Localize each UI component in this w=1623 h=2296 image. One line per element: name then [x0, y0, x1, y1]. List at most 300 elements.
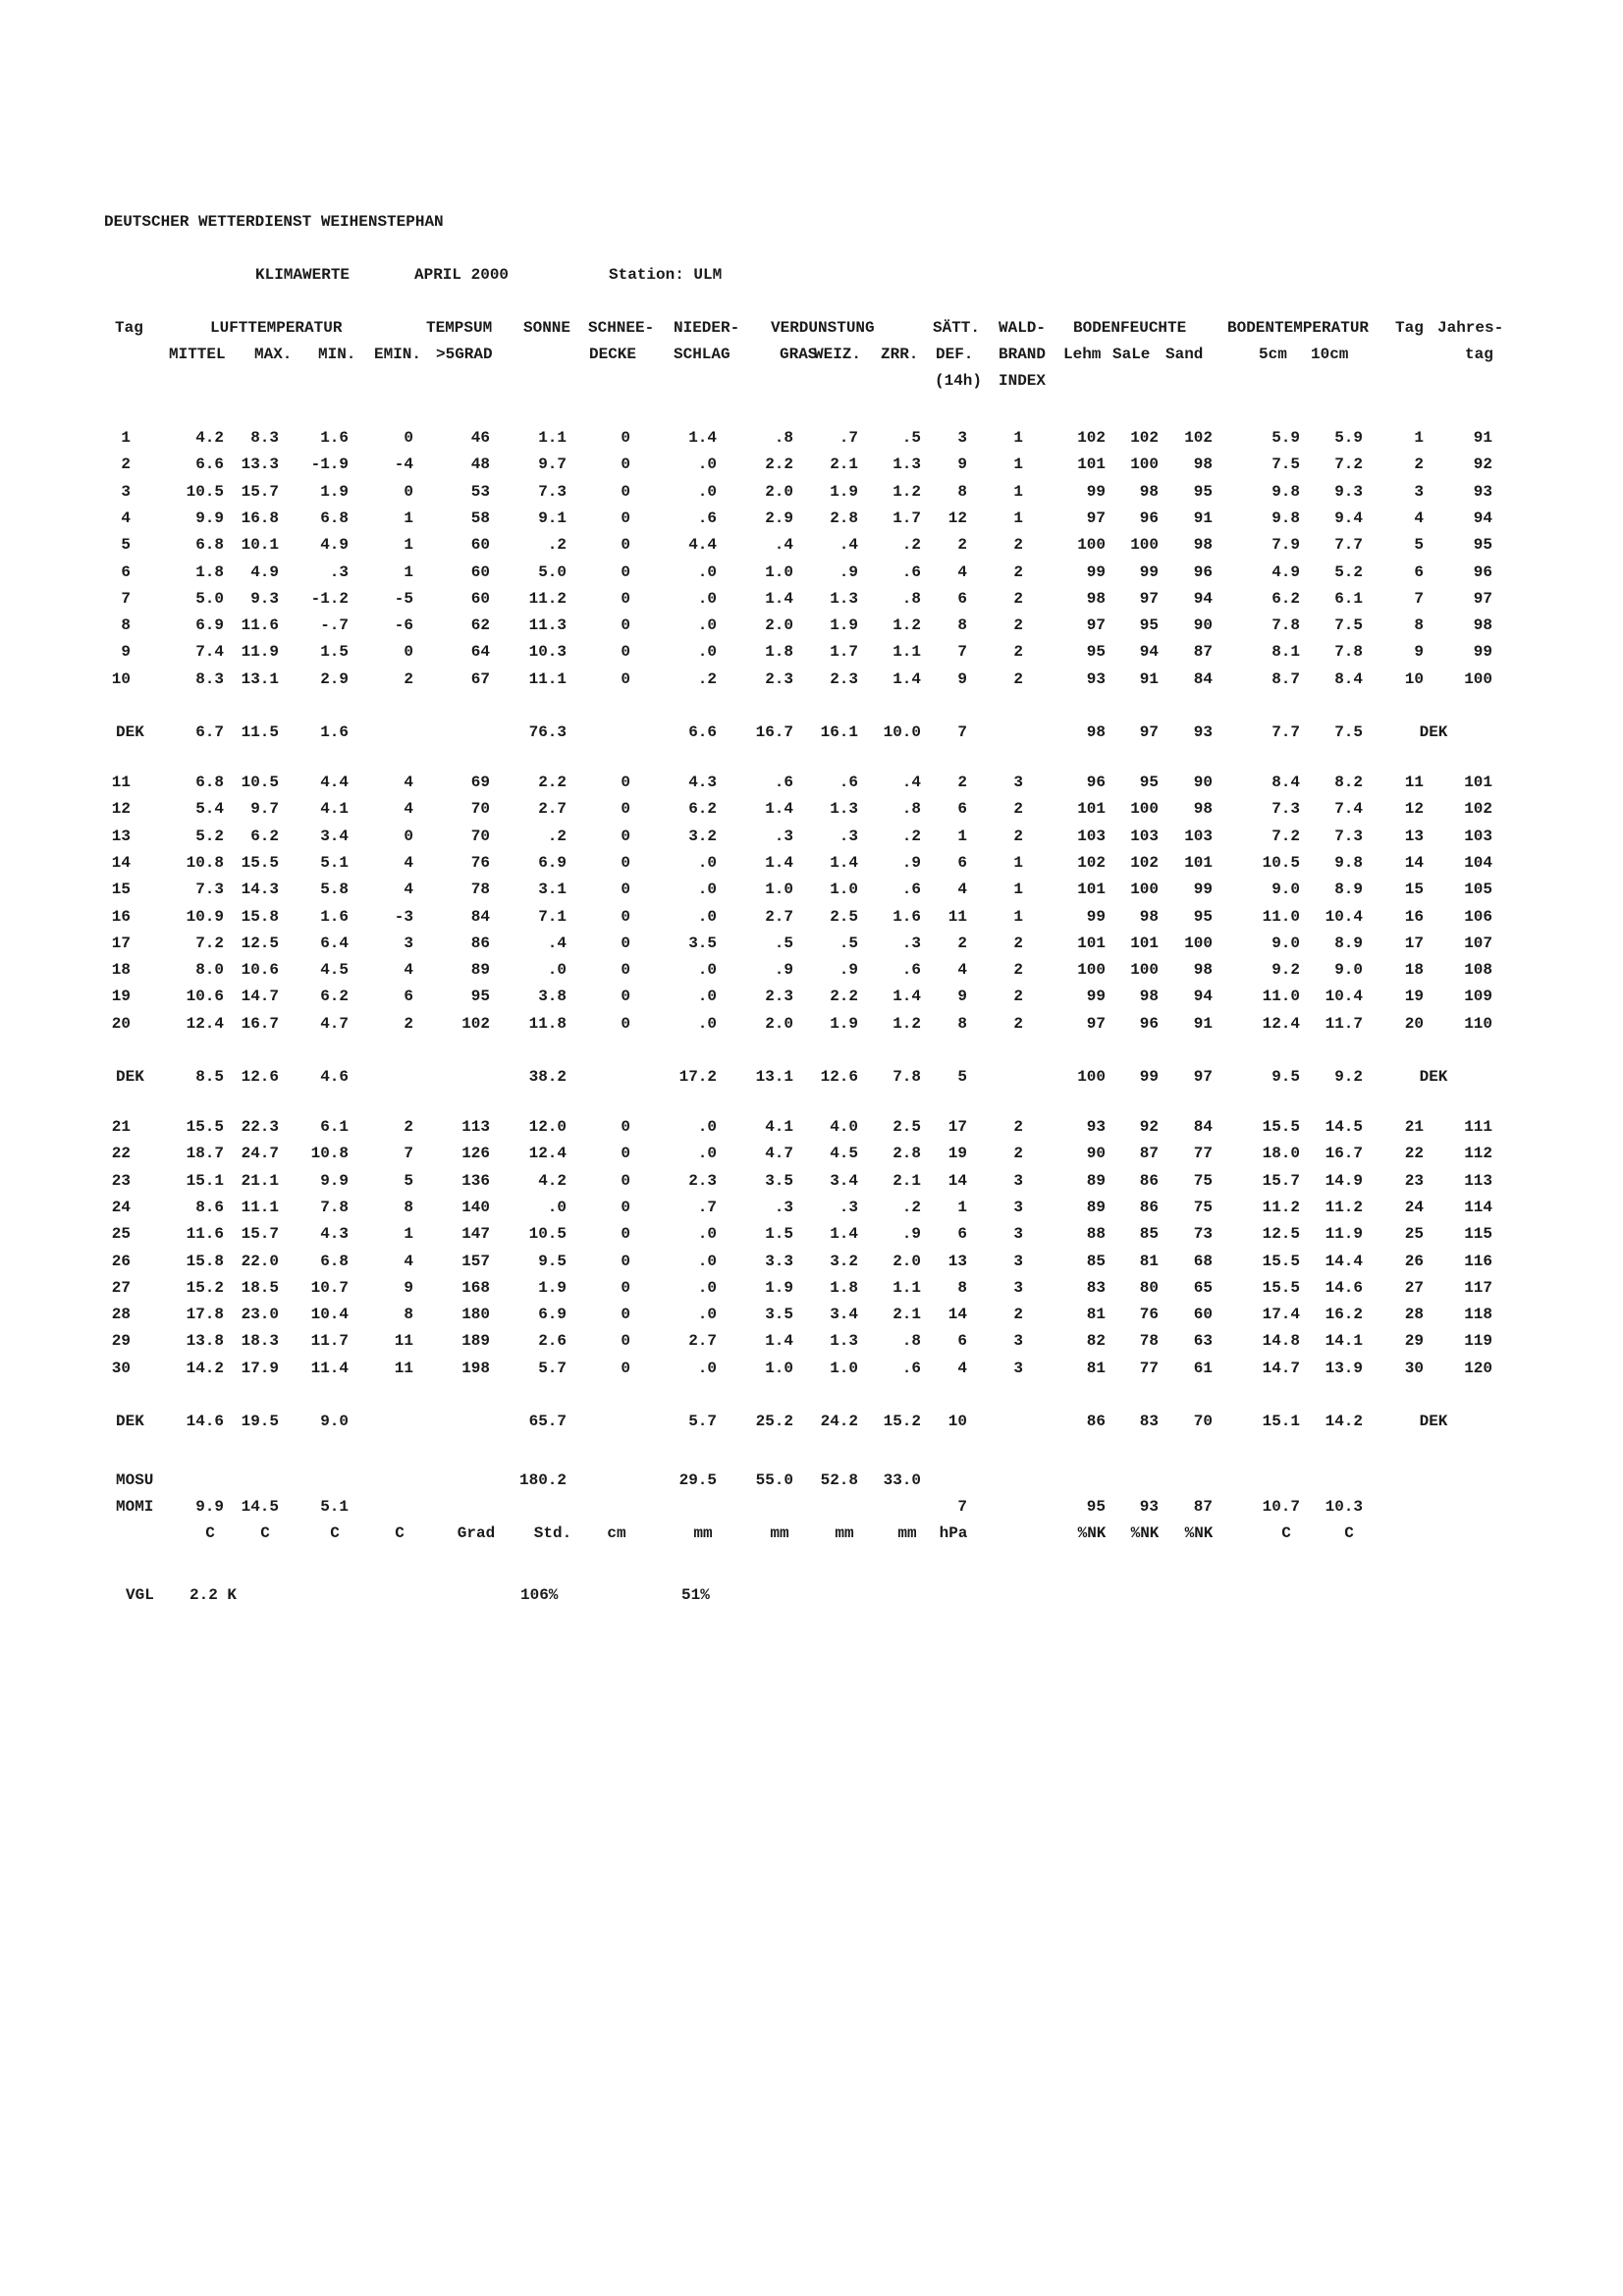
header-saettigung: SÄTT.: [933, 319, 981, 337]
data-row-sonne: .2: [547, 536, 567, 554]
data-row-mittel: 11.6: [186, 1225, 224, 1243]
data-row-verd-weiz: .6: [839, 774, 858, 791]
data-row-bf-sale: 98: [1139, 908, 1159, 926]
data-row-saett-def: 14: [947, 1172, 967, 1190]
data-row-waldbrand-index: 2: [1013, 563, 1023, 581]
data-row-bf-lehm: 95: [1086, 643, 1106, 661]
data-row-sonne: 9.7: [538, 455, 567, 473]
data-row-bt-5cm: 18.0: [1262, 1145, 1300, 1162]
data-row-max: 8.3: [250, 429, 279, 447]
data-row-jahrestag: 115: [1464, 1225, 1492, 1243]
data-row-bf-sale: 100: [1130, 881, 1159, 898]
data-row-tempsum: 53: [470, 483, 490, 501]
data-row-tempsum: 180: [461, 1306, 490, 1323]
data-row-bf-lehm: 99: [1086, 483, 1106, 501]
data-row-sonne: 6.9: [538, 1306, 567, 1323]
data-row-tempsum: 48: [470, 455, 490, 473]
data-row-tag-right: 7: [1414, 590, 1424, 608]
unit-bt-10cm: C: [1344, 1524, 1354, 1542]
data-row-bf-lehm: 101: [1077, 881, 1106, 898]
vgl-label: VGL: [126, 1586, 154, 1604]
data-row-verd-zrr: .2: [901, 536, 921, 554]
data-row-bf-sand: 84: [1193, 670, 1213, 688]
data-row-mittel: 7.3: [195, 881, 224, 898]
dek-row-bt-5cm: 7.7: [1271, 723, 1300, 741]
data-row-bf-lehm: 99: [1086, 563, 1106, 581]
data-row-schneedecke: 0: [621, 483, 630, 501]
data-row-bt-10cm: 9.0: [1334, 961, 1363, 979]
data-row-tag: 7: [121, 590, 131, 608]
data-row-bf-sale: 85: [1139, 1225, 1159, 1243]
data-row-tag-right: 6: [1414, 563, 1424, 581]
data-row-bt-5cm: 9.2: [1271, 961, 1300, 979]
data-row-bf-sand: 77: [1193, 1145, 1213, 1162]
data-row-bf-sale: 78: [1139, 1332, 1159, 1350]
data-row-bf-lehm: 101: [1077, 934, 1106, 952]
header-lufttemperatur: LUFTTEMPERATUR: [210, 319, 343, 337]
data-row-bf-sand: 61: [1193, 1360, 1213, 1377]
data-row-verd-zrr: 1.6: [893, 908, 921, 926]
data-row-tag: 15: [111, 881, 131, 898]
data-row-bf-lehm: 89: [1086, 1172, 1106, 1190]
header-bodentemperatur: BODENTEMPERATUR: [1227, 319, 1370, 337]
data-row-max: 18.3: [241, 1332, 279, 1350]
data-row-bf-sand: 75: [1193, 1172, 1213, 1190]
data-row-tag-right: 20: [1404, 1015, 1424, 1033]
data-row-jahrestag: 107: [1464, 934, 1492, 952]
data-row-verd-weiz: 1.7: [830, 643, 858, 661]
data-row-saett-def: 11: [947, 908, 967, 926]
data-row-emin: 5: [404, 1172, 413, 1190]
data-row-sonne: 2.7: [538, 800, 567, 818]
data-row-schneedecke: 0: [621, 1118, 630, 1136]
data-row-bt-5cm: 7.8: [1271, 616, 1300, 634]
data-row-niederschlag: .0: [697, 881, 717, 898]
data-row-jahrestag: 114: [1464, 1199, 1492, 1216]
data-row-mittel: 10.9: [186, 908, 224, 926]
data-row-bf-sand: 94: [1193, 988, 1213, 1005]
dek-row-tag-right: DEK: [1419, 1068, 1448, 1086]
data-row-niederschlag: .7: [697, 1199, 717, 1216]
data-row-jahrestag: 117: [1464, 1279, 1492, 1297]
data-row-bt-10cm: 9.4: [1334, 509, 1363, 527]
data-row-jahrestag: 101: [1464, 774, 1492, 791]
dek-row-saett-def: 10: [947, 1413, 967, 1430]
data-row-tag: 30: [111, 1360, 131, 1377]
data-row-verd-weiz: 1.4: [830, 854, 858, 872]
data-row-tag-right: 26: [1404, 1253, 1424, 1270]
dek-row-bt-10cm: 14.2: [1325, 1413, 1363, 1430]
data-row-jahrestag: 116: [1464, 1253, 1492, 1270]
header2-verd-gras: GRAS: [780, 346, 818, 363]
dek-row-tag: DEK: [116, 723, 144, 741]
data-row-bt-5cm: 8.7: [1271, 670, 1300, 688]
data-row-schneedecke: 0: [621, 934, 630, 952]
dek-row-min: 9.0: [320, 1413, 349, 1430]
data-row-saett-def: 8: [957, 1279, 967, 1297]
dek-row-verd-weiz: 24.2: [820, 1413, 858, 1430]
data-row-sonne: 10.3: [528, 643, 567, 661]
data-row-bf-sale: 98: [1139, 988, 1159, 1005]
data-row-verd-weiz: .5: [839, 934, 858, 952]
data-row-mittel: 15.5: [186, 1118, 224, 1136]
data-row-tempsum: 95: [470, 988, 490, 1005]
data-row-bt-10cm: 14.9: [1325, 1172, 1363, 1190]
unit-bf-lehm: %NK: [1077, 1524, 1107, 1542]
data-row-waldbrand-index: 1: [1013, 429, 1023, 447]
data-row-mittel: 4.2: [195, 429, 224, 447]
dek-row-max: 11.5: [241, 723, 279, 741]
data-row-bt-10cm: 5.9: [1334, 429, 1363, 447]
dek-row-bt-5cm: 9.5: [1271, 1068, 1300, 1086]
data-row-mittel: 10.8: [186, 854, 224, 872]
dek-row-sonne: 76.3: [528, 723, 567, 741]
data-row-niederschlag: 3.5: [688, 934, 717, 952]
header2-saett-def: DEF.: [936, 346, 974, 363]
data-row-tempsum: 86: [470, 934, 490, 952]
data-row-schneedecke: 0: [621, 1225, 630, 1243]
data-row-tempsum: 76: [470, 854, 490, 872]
data-row-waldbrand-index: 1: [1013, 455, 1023, 473]
data-row-tag: 9: [121, 643, 131, 661]
data-row-bf-sand: 87: [1193, 643, 1213, 661]
data-row-verd-zrr: 2.8: [893, 1145, 921, 1162]
data-row-tag-right: 5: [1414, 536, 1424, 554]
data-row-bf-sale: 96: [1139, 509, 1159, 527]
data-row-bt-5cm: 11.0: [1262, 908, 1300, 926]
data-row-sonne: .0: [547, 1199, 567, 1216]
data-row-bt-5cm: 17.4: [1262, 1306, 1300, 1323]
data-row-waldbrand-index: 1: [1013, 881, 1023, 898]
data-row-min: 6.4: [320, 934, 349, 952]
data-row-sonne: 1.9: [538, 1279, 567, 1297]
data-row-tempsum: 46: [470, 429, 490, 447]
data-row-verd-zrr: 1.4: [893, 988, 921, 1005]
data-row-bf-sand: 91: [1193, 1015, 1213, 1033]
data-row-min: 4.3: [320, 1225, 349, 1243]
dek-row-verd-zrr: 10.0: [883, 723, 921, 741]
data-row-verd-gras: .4: [774, 536, 793, 554]
header2-bf-lehm: Lehm: [1063, 346, 1102, 363]
data-row-tag-right: 21: [1404, 1118, 1424, 1136]
header2-waldbrand: BRAND: [999, 346, 1047, 363]
data-row-max: 14.7: [241, 988, 279, 1005]
data-row-bf-sale: 99: [1139, 563, 1159, 581]
data-row-verd-weiz: 1.4: [830, 1225, 858, 1243]
data-row-tag-right: 10: [1404, 670, 1424, 688]
data-row-verd-gras: 1.4: [765, 854, 793, 872]
header-tempsum: TEMPSUM: [426, 319, 493, 337]
dek-row-verd-weiz: 12.6: [820, 1068, 858, 1086]
unit-bt-5cm: C: [1281, 1524, 1291, 1542]
data-row-bf-lehm: 81: [1086, 1306, 1106, 1323]
data-row-sonne: 6.9: [538, 854, 567, 872]
data-row-min: -1.9: [310, 455, 349, 473]
header-sonne: SONNE: [523, 319, 571, 337]
data-row-verd-zrr: 1.1: [893, 643, 921, 661]
data-row-niederschlag: .0: [697, 1118, 717, 1136]
dek-row-bf-sale: 97: [1139, 723, 1159, 741]
data-row-niederschlag: .0: [697, 590, 717, 608]
data-row-sonne: 3.8: [538, 988, 567, 1005]
data-row-verd-zrr: 2.0: [893, 1253, 921, 1270]
data-row-sonne: 2.2: [538, 774, 567, 791]
mosu-row-niederschlag: 29.5: [678, 1471, 717, 1489]
data-row-tag-right: 14: [1404, 854, 1424, 872]
data-row-min: 5.8: [320, 881, 349, 898]
data-row-bf-lehm: 93: [1086, 670, 1106, 688]
dek-row-bf-lehm: 100: [1077, 1068, 1106, 1086]
data-row-bt-5cm: 7.3: [1271, 800, 1300, 818]
data-row-bf-lehm: 93: [1086, 1118, 1106, 1136]
data-row-verd-zrr: 1.1: [893, 1279, 921, 1297]
data-row-bt-10cm: 16.7: [1325, 1145, 1363, 1162]
data-row-niederschlag: .0: [697, 1225, 717, 1243]
data-row-bt-10cm: 5.2: [1334, 563, 1363, 581]
data-row-waldbrand-index: 1: [1013, 854, 1023, 872]
data-row-verd-zrr: 1.7: [893, 509, 921, 527]
data-row-verd-gras: 2.0: [765, 1015, 793, 1033]
dek-row-verd-gras: 16.7: [755, 723, 793, 741]
data-row-verd-weiz: 1.3: [830, 590, 858, 608]
data-row-saett-def: 19: [947, 1145, 967, 1162]
data-row-mittel: 8.6: [195, 1199, 224, 1216]
data-row-bt-10cm: 13.9: [1325, 1360, 1363, 1377]
data-row-max: 14.3: [241, 881, 279, 898]
data-row-tag-right: 11: [1404, 774, 1424, 791]
data-row-verd-weiz: 1.9: [830, 1015, 858, 1033]
data-row-sonne: 11.1: [528, 670, 567, 688]
unit-verd-gras: mm: [770, 1524, 789, 1542]
data-row-bf-sand: 91: [1193, 509, 1213, 527]
data-row-bf-sand: 102: [1184, 429, 1213, 447]
dek-row-bt-10cm: 9.2: [1334, 1068, 1363, 1086]
data-row-tag: 11: [111, 774, 131, 791]
data-row-niederschlag: .0: [697, 1306, 717, 1323]
data-row-jahrestag: 105: [1464, 881, 1492, 898]
data-row-verd-weiz: 1.8: [830, 1279, 858, 1297]
data-row-bt-5cm: 14.8: [1262, 1332, 1300, 1350]
data-row-verd-gras: 2.7: [765, 908, 793, 926]
data-row-verd-zrr: .5: [901, 429, 921, 447]
data-row-waldbrand-index: 2: [1013, 1306, 1023, 1323]
data-row-verd-zrr: 1.3: [893, 455, 921, 473]
data-row-niederschlag: .0: [697, 854, 717, 872]
data-row-verd-gras: .9: [774, 961, 793, 979]
data-row-verd-zrr: .8: [901, 590, 921, 608]
data-row-bt-10cm: 7.8: [1334, 643, 1363, 661]
header2-verd-weiz: WEIZ.: [814, 346, 862, 363]
data-row-bf-lehm: 88: [1086, 1225, 1106, 1243]
data-row-tag: 4: [121, 509, 131, 527]
data-row-tag: 1: [121, 429, 131, 447]
data-row-jahrestag: 94: [1473, 509, 1492, 527]
data-row-tempsum: 67: [470, 670, 490, 688]
data-row-bf-sand: 65: [1193, 1279, 1213, 1297]
data-row-tempsum: 189: [461, 1332, 490, 1350]
data-row-tag-right: 8: [1414, 616, 1424, 634]
data-row-min: 3.4: [320, 828, 349, 845]
data-row-waldbrand-index: 3: [1013, 1253, 1023, 1270]
header-schneedecke: SCHNEE-: [588, 319, 655, 337]
data-row-mittel: 1.8: [195, 563, 224, 581]
data-row-mittel: 10.6: [186, 988, 224, 1005]
data-row-tempsum: 60: [470, 536, 490, 554]
data-row-bf-sale: 100: [1130, 455, 1159, 473]
data-row-bf-lehm: 83: [1086, 1279, 1106, 1297]
dek-row-mittel: 14.6: [186, 1413, 224, 1430]
data-row-max: 22.0: [241, 1253, 279, 1270]
data-row-waldbrand-index: 1: [1013, 908, 1023, 926]
momi-row-bf-sand: 87: [1193, 1498, 1213, 1516]
data-row-tag-right: 28: [1404, 1306, 1424, 1323]
data-row-waldbrand-index: 3: [1013, 1279, 1023, 1297]
header2-min: MIN.: [318, 346, 356, 363]
data-row-tag: 3: [121, 483, 131, 501]
data-row-niederschlag: .0: [697, 988, 717, 1005]
data-row-bf-sale: 92: [1139, 1118, 1159, 1136]
data-row-bf-sale: 76: [1139, 1306, 1159, 1323]
data-row-niederschlag: 2.3: [688, 1172, 717, 1190]
data-row-bt-5cm: 7.2: [1271, 828, 1300, 845]
data-row-verd-gras: 1.4: [765, 800, 793, 818]
data-row-saett-def: 12: [947, 509, 967, 527]
data-row-waldbrand-index: 3: [1013, 1332, 1023, 1350]
data-row-min: 4.9: [320, 536, 349, 554]
data-row-bf-sand: 96: [1193, 563, 1213, 581]
data-row-bf-lehm: 90: [1086, 1145, 1106, 1162]
data-row-niederschlag: .0: [697, 1360, 717, 1377]
dek-row-saett-def: 5: [957, 1068, 967, 1086]
data-row-tag: 23: [111, 1172, 131, 1190]
data-row-sonne: 5.7: [538, 1360, 567, 1377]
dek-row-bf-sale: 99: [1139, 1068, 1159, 1086]
data-row-bf-lehm: 99: [1086, 908, 1106, 926]
data-row-mittel: 17.8: [186, 1306, 224, 1323]
data-row-verd-gras: .6: [774, 774, 793, 791]
subtitle-station: Station: ULM: [609, 266, 723, 284]
data-row-bt-5cm: 15.5: [1262, 1118, 1300, 1136]
data-row-min: 1.5: [320, 643, 349, 661]
data-row-bf-sale: 95: [1139, 616, 1159, 634]
data-row-schneedecke: 0: [621, 988, 630, 1005]
data-row-schneedecke: 0: [621, 1306, 630, 1323]
data-row-tag-right: 17: [1404, 934, 1424, 952]
data-row-verd-weiz: .9: [839, 563, 858, 581]
data-row-mittel: 5.4: [195, 800, 224, 818]
data-row-bf-sale: 86: [1139, 1199, 1159, 1216]
data-row-sonne: .4: [547, 934, 567, 952]
data-row-tag: 8: [121, 616, 131, 634]
data-row-mittel: 8.0: [195, 961, 224, 979]
data-row-jahrestag: 104: [1464, 854, 1492, 872]
data-row-max: 15.7: [241, 1225, 279, 1243]
data-row-emin: 2: [404, 1118, 413, 1136]
data-row-schneedecke: 0: [621, 1145, 630, 1162]
momi-row-min: 5.1: [320, 1498, 349, 1516]
data-row-bf-sand: 94: [1193, 590, 1213, 608]
data-row-emin: 7: [404, 1145, 413, 1162]
data-row-verd-zrr: .6: [901, 881, 921, 898]
data-row-bt-5cm: 11.2: [1262, 1199, 1300, 1216]
data-row-max: 10.5: [241, 774, 279, 791]
data-row-max: 15.7: [241, 483, 279, 501]
data-row-emin: -6: [394, 616, 413, 634]
report-title: DEUTSCHER WETTERDIENST WEIHENSTEPHAN: [104, 213, 444, 231]
data-row-verd-zrr: .6: [901, 1360, 921, 1377]
data-row-mittel: 15.8: [186, 1253, 224, 1270]
header2-jahrestag: tag: [1465, 346, 1493, 363]
data-row-verd-zrr: .8: [901, 1332, 921, 1350]
data-row-emin: 1: [404, 536, 413, 554]
data-row-saett-def: 4: [957, 881, 967, 898]
data-row-jahrestag: 95: [1473, 536, 1492, 554]
data-row-min: 6.8: [320, 509, 349, 527]
data-row-tempsum: 102: [461, 1015, 490, 1033]
data-row-tag: 18: [111, 961, 131, 979]
data-row-tag-right: 13: [1404, 828, 1424, 845]
data-row-bt-10cm: 7.2: [1334, 455, 1363, 473]
data-row-saett-def: 4: [957, 1360, 967, 1377]
data-row-waldbrand-index: 3: [1013, 1225, 1023, 1243]
data-row-tag: 29: [111, 1332, 131, 1350]
header2-bf-sand: Sand: [1165, 346, 1204, 363]
data-row-waldbrand-index: 2: [1013, 536, 1023, 554]
dek-row-tag-right: DEK: [1419, 723, 1448, 741]
data-row-min: 11.7: [310, 1332, 349, 1350]
data-row-schneedecke: 0: [621, 1360, 630, 1377]
data-row-tag: 2: [121, 455, 131, 473]
data-row-tag-right: 15: [1404, 881, 1424, 898]
data-row-emin: -4: [394, 455, 413, 473]
data-row-sonne: 9.5: [538, 1253, 567, 1270]
data-row-schneedecke: 0: [621, 1279, 630, 1297]
data-row-bf-sale: 87: [1139, 1145, 1159, 1162]
data-row-bt-5cm: 9.8: [1271, 483, 1300, 501]
data-row-max: 21.1: [241, 1172, 279, 1190]
data-row-verd-zrr: 2.1: [893, 1306, 921, 1323]
data-row-bt-10cm: 10.4: [1325, 908, 1363, 926]
data-row-verd-weiz: 2.8: [830, 509, 858, 527]
data-row-verd-gras: 3.3: [765, 1253, 793, 1270]
data-row-mittel: 6.8: [195, 536, 224, 554]
data-row-jahrestag: 98: [1473, 616, 1492, 634]
data-row-bf-sale: 103: [1130, 828, 1159, 845]
unit-verd-weiz: mm: [835, 1524, 854, 1542]
data-row-verd-gras: 4.7: [765, 1145, 793, 1162]
data-row-waldbrand-index: 3: [1013, 1199, 1023, 1216]
data-row-jahrestag: 110: [1464, 1015, 1492, 1033]
data-row-bf-lehm: 81: [1086, 1360, 1106, 1377]
data-row-verd-gras: 2.3: [765, 988, 793, 1005]
data-row-verd-weiz: 3.4: [830, 1172, 858, 1190]
data-row-max: 11.9: [241, 643, 279, 661]
data-row-saett-def: 9: [957, 670, 967, 688]
data-row-tag-right: 22: [1404, 1145, 1424, 1162]
data-row-max: 13.3: [241, 455, 279, 473]
data-row-bt-5cm: 4.9: [1271, 563, 1300, 581]
data-row-tag-right: 24: [1404, 1199, 1424, 1216]
data-row-min: 4.5: [320, 961, 349, 979]
data-row-bt-5cm: 15.7: [1262, 1172, 1300, 1190]
data-row-niederschlag: 4.4: [688, 536, 717, 554]
data-row-emin: 4: [404, 800, 413, 818]
data-row-niederschlag: .2: [697, 670, 717, 688]
data-row-max: 16.7: [241, 1015, 279, 1033]
data-row-sonne: 7.3: [538, 483, 567, 501]
data-row-bt-5cm: 15.5: [1262, 1253, 1300, 1270]
data-row-bf-lehm: 82: [1086, 1332, 1106, 1350]
